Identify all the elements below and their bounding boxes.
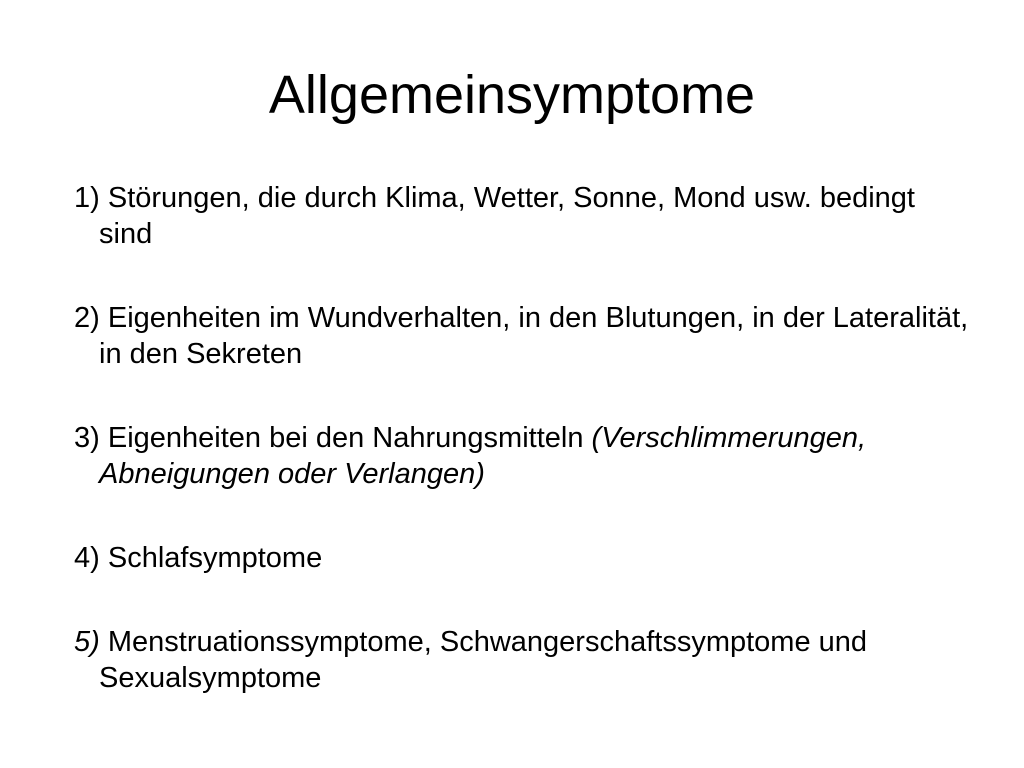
- list-item-2: [74, 300, 974, 372]
- item-number: 5): [74, 626, 100, 658]
- item-text: Eigenheiten im Wundverhalten, in den Blutungen, in der Lateralität, in den Sekreten: [99, 302, 969, 370]
- list-item-1: [74, 180, 974, 252]
- slide-title: Allgemeinsymptome: [268, 65, 756, 125]
- item-number: 4): [74, 542, 100, 574]
- list-item-4: [74, 540, 974, 576]
- item-number: 2): [74, 302, 100, 334]
- item-italic-text: (Verschlimmerungen, Abneigungen oder Verlangen): [99, 422, 867, 490]
- list-item-5: [74, 624, 974, 696]
- list-item-3: [74, 420, 974, 492]
- item-number: 3): [74, 422, 100, 454]
- item-text: Eigenheiten bei den Nahrungsmitteln: [107, 422, 584, 454]
- item-text: Menstruationssymptome, Schwangerschaftssymptome und Sexualsymptome: [99, 626, 868, 694]
- item-text: Störungen, die durch Klima, Wetter, Sonne, Mond usw. bedingt sind: [99, 182, 915, 250]
- item-text: Schlafsymptome: [107, 542, 323, 574]
- symptom-list: [74, 180, 974, 696]
- item-number: 1): [74, 182, 100, 214]
